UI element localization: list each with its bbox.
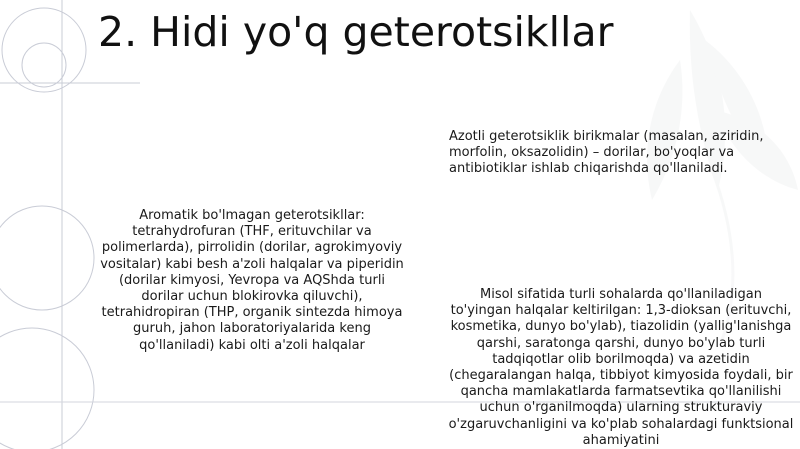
- top-circle-outer: [2, 8, 86, 92]
- bottom-circle-inner: [0, 328, 94, 449]
- text-block-nitrogen-heterocycles: Azotli geterotsiklik birikmalar (masalan, aziridin, morfolin, oksazolidin) – dorilar, bo'yoqlar va antibiotiklar ishlab chiqarishda qo'llaniladi.: [449, 129, 764, 177]
- text-block-saturated-ring-examples: Misol sifatida turli sohalarda qo'llaniladigan to'yingan halqalar keltirilgan: 1,3-dioksan (erituvchi, kosmetika, dunyo bo'ylab), tiazolidin (yallig'lanishga qarshi, saratonga qarshi, dunyo bo'ylab turli tadqiqotlar olib borilmoqda) va azetidin (chegaralangan halqa, tibbiyot kimyosida foydali, bir qancha mamlakatlarda farmatsevtika qo'llanilishi uchun o'rganilmoqda) ularning strukturaviy o'zgaruvchanligini va ko'plab sohalardagi funktsional ahamiyatini: [448, 287, 794, 448]
- text-block-non-aromatic-heterocycles: Aromatik bo'lmagan geterotsikllar: tetrahydrofuran (THF, erituvchilar va polimerlarda), pirrolidin (dorilar, agrokimyoviy vositalar) kabi besh a'zoli halqalar va piperidin (dorilar kimyosi, Yevropa va AQShda turli dorilar uchun blokirovka qiluvchi), tetrahidropiran (THP, organik sintezda himoya guruh, jahon laboratoriyalarida keng qo'llaniladi) kabi olti a'zoli halqalar: [100, 208, 404, 353]
- slide-title: 2. Hidi yo'q geterotsikllar: [98, 8, 614, 56]
- bottom-circle-outer: [0, 206, 94, 310]
- top-circle-inner: [22, 43, 66, 87]
